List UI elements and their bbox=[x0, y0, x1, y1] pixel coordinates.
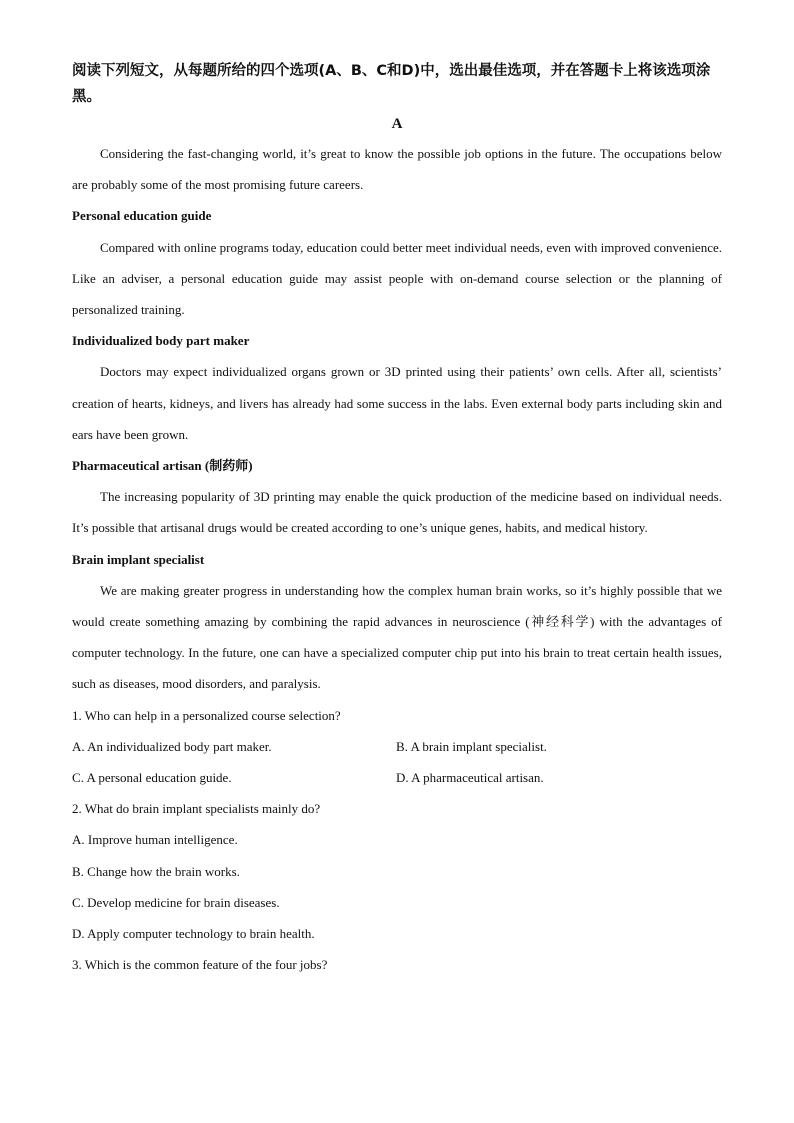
question-1-options-row-1 bbox=[72, 731, 722, 762]
question-2-option-a[interactable]: A. Improve human intelligence. bbox=[72, 832, 238, 848]
job-title-brain-implant-specialist: Brain implant specialist bbox=[72, 551, 205, 567]
question-2-option-c[interactable]: C. Develop medicine for brain diseases. bbox=[72, 894, 280, 910]
job-text-brain-implant-specialist: We are making greater progress in understanding how the complex human brain works, so it’s highly possible that we would create something amazing by combining the rapid advances in neuroscience (神经科学) with the advantages of computer technology. In the future, one can have a specialized computer chip put into his brain to treat certain health issues, such as diseases, mood disorders, and paralysis. bbox=[72, 582, 722, 692]
job-title-body-part-maker: Individualized body part maker bbox=[72, 333, 250, 349]
exam-page bbox=[72, 58, 722, 980]
question-1-option-a[interactable]: A. An individualized body part maker. bbox=[72, 738, 272, 754]
job-text-body-part-maker: Doctors may expect individualized organs grown or 3D printed using their patients’ own cells. After all, scientists’ creation of hearts, kidneys, and livers has already had some success in the labs. Even external body parts including skin and ears have been grown. bbox=[72, 364, 722, 442]
question-2-option-b[interactable]: B. Change how the brain works. bbox=[72, 863, 240, 879]
question-3-stem: 3. Which is the common feature of the four jobs? bbox=[72, 957, 328, 973]
question-2-stem: 2. What do brain implant specialists mainly do? bbox=[72, 801, 321, 817]
question-1-stem: 1. Who can help in a personalized course selection? bbox=[72, 707, 341, 723]
reading-instruction: 阅读下列短文，从每题所给的四个选项(A、B、C和D)中，选出最佳选项，并在答题卡上将该选项涂黑。 bbox=[72, 63, 711, 105]
question-1-option-b[interactable]: B. A brain implant specialist. bbox=[396, 738, 547, 754]
question-1-option-d[interactable]: D. A pharmaceutical artisan. bbox=[396, 770, 544, 786]
job-title-education-guide: Personal education guide bbox=[72, 208, 212, 224]
question-2-option-d[interactable]: D. Apply computer technology to brain health. bbox=[72, 926, 315, 942]
job-title-pharmaceutical-artisan: Pharmaceutical artisan (制药师) bbox=[72, 458, 253, 474]
intro-paragraph: Considering the fast-changing world, it’s great to know the possible job options in the future. The occupations below are probably some of the most promising future careers. bbox=[72, 146, 722, 193]
question-1-option-c[interactable]: C. A personal education guide. bbox=[72, 770, 232, 786]
section-letter: A bbox=[391, 116, 403, 132]
question-1-options-row-2 bbox=[72, 762, 722, 793]
job-text-education-guide: Compared with online programs today, education could better meet individual needs, even with improved convenience. Like an adviser, a personal education guide may assist people with on-demand course selection or the planning of personalized training. bbox=[72, 239, 722, 318]
job-text-pharmaceutical-artisan: The increasing popularity of 3D printing may enable the quick production of the medicine based on individual needs. It’s possible that artisanal drugs would be created according to one’s unique genes, habits, and medical history. bbox=[72, 489, 722, 536]
